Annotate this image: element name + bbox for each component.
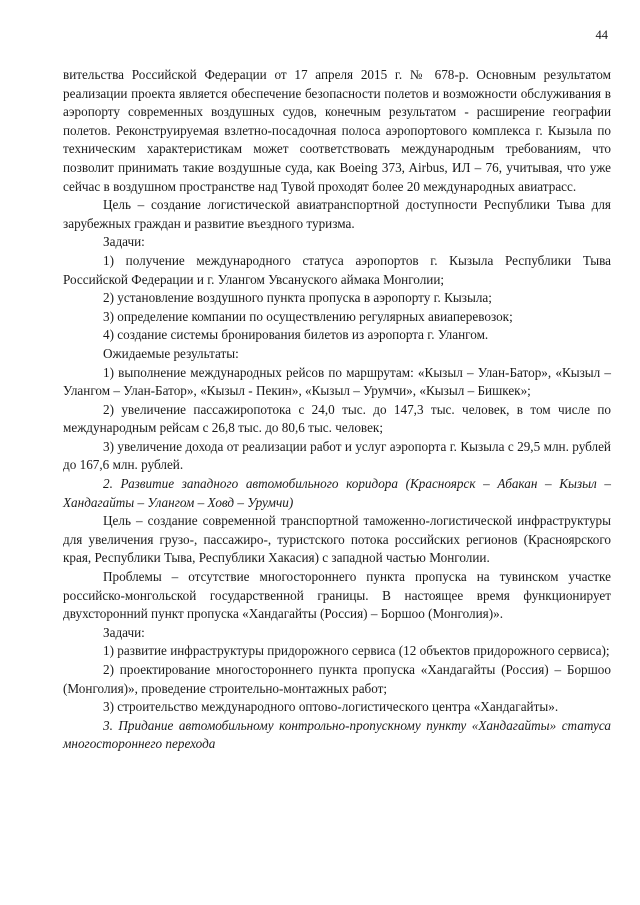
paragraph: Проблемы – отсутствие многостороннего пункта пропуска на тувинском участке российско-монгольской государственной границы. В настоящее время функционирует двухсторонний пункт пропуска «Хандагайты (Россия) – Боршоо (Монголия)». [63,569,611,622]
paragraph: 3) строительство международного оптово-логистического центра «Хандагайты». [103,699,559,715]
document-body [63,66,611,754]
paragraph: 2) проектирование многостороннего пункта пропуска «Хандагайты (Россия) – Боршоо (Монголия)», проведение строительно-монтажных работ; [63,662,611,696]
paragraph: Цель – создание современной транспортной таможенно-логистической инфраструктуры для увеличения грузо-, пассажиро-, туристского потока российских регионов (Красноярского края, Республики Тыва, Республики Хакасия) с западной частью Монголии. [63,513,611,566]
paragraph: 3) определение компании по осуществлению регулярных авиаперевозок; [103,308,513,324]
paragraph: вительства Российской Федерации от 17 апреля 2015 г. № 678-р. Основным результатом реализации проекта является обеспечение безопасности полетов и возможности обслуживания в аэропорту современных воздушных судов, конечным результатом - расширение географии полетов. Реконструируемая взлетно-посадочная полоса аэропортового комплекса г. Кызыла по техническим характеристикам может соответствовать международным требованиям, что позволит принимать такие воздушные суда, как Boeing 373, Airbus, ИЛ – 76, учитывая, что уже сейчас в воздушном пространстве над Тувой проходят более 20 международных авиатрасс. [63,67,611,194]
paragraph: Задачи: [103,624,145,640]
section-heading: 3. Придание автомобильному контрольно-пропускному пункту «Хандагайты» статуса многостороннего перехода [63,717,611,752]
paragraph: 1) выполнение международных рейсов по маршрутам: «Кызыл – Улан-Батор», «Кызыл – Улангом – Улан-Батор», «Кызыл - Пекин», «Кызыл – Урумчи», «Кызыл – Бишкек»; [63,364,611,399]
paragraph: Задачи: [103,234,145,250]
paragraph: 1) получение международного статуса аэропортов г. Кызыла Республики Тыва Российской Федерации и г. Улангом Увсануского аймака Монголии; [63,252,611,287]
paragraph: Ожидаемые результаты: [103,345,239,361]
section-heading: 2. Развитие западного автомобильного коридора (Красноярск – Абакан – Кызыл – Хандагайты – Улангом – Ховд – Урумчи) [63,476,611,510]
paragraph: 3) увеличение дохода от реализации работ и услуг аэропорта г. Кызыла с 29,5 млн. рублей до 167,6 млн. рублей. [63,438,611,473]
paragraph: 2) установление воздушного пункта пропуска в аэропорту г. Кызыла; [103,290,492,306]
paragraph: 2) увеличение пассажиропотока с 24,0 тыс. до 147,3 тыс. человек, в том числе по международным рейсам с 26,8 тыс. до 80,6 тыс. человек; [63,401,611,436]
paragraph: 4) создание системы бронирования билетов из аэропорта г. Улангом. [103,327,489,343]
paragraph: 1) развитие инфраструктуры придорожного сервиса (12 объектов придорожного сервиса); [103,643,610,659]
paragraph: Цель – создание логистической авиатранспортной доступности Республики Тыва для зарубежных граждан и развитие въездного туризма. [63,197,611,231]
page-number: 44 [595,28,608,42]
